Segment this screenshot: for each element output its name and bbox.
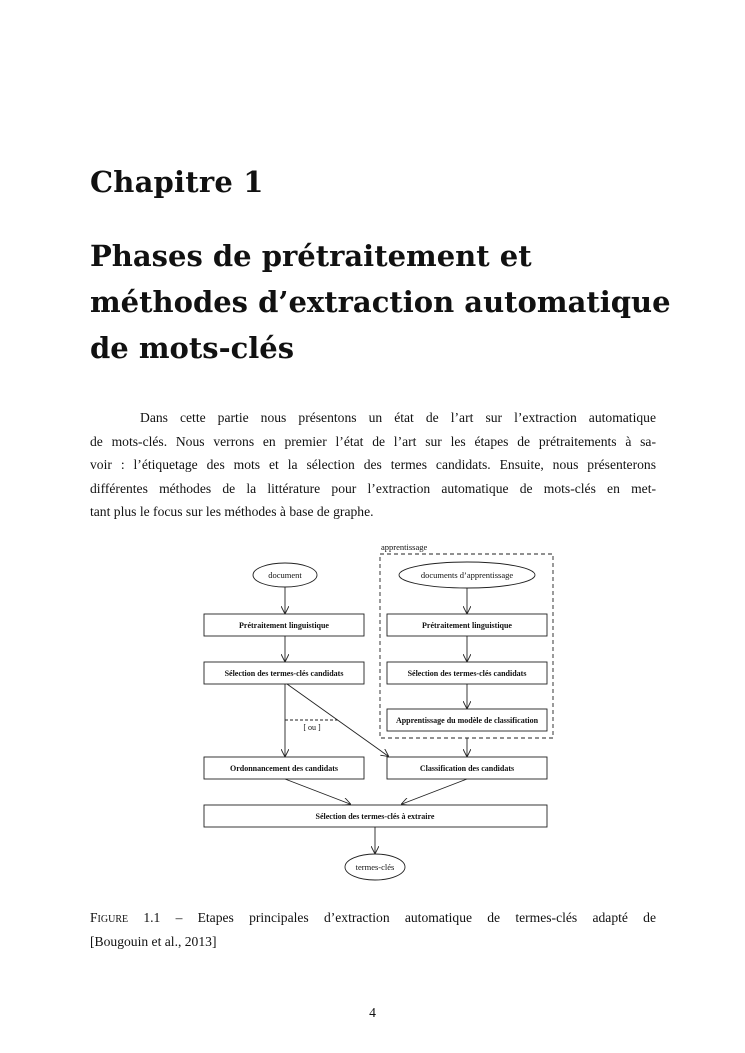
- arrow: [285, 779, 350, 804]
- pretraitement-right-label: Prétraitement linguistique: [422, 621, 512, 630]
- chapter-title-line: méthodes d’extraction automatique: [90, 285, 671, 319]
- chapter-label: Chapitre 1: [90, 165, 264, 199]
- figure-caption: [90, 906, 656, 953]
- caption-citation: [Bougouin et al., 2013]: [90, 933, 217, 949]
- intro-line: Dans cette partie nous présentons un état de l’art sur l’extraction automatique: [140, 410, 656, 425]
- chapter-title-line: Phases de prétraitement et: [90, 239, 532, 273]
- selection-left-label: Sélection des termes-clés candidats: [224, 669, 344, 678]
- document-label: document: [268, 570, 302, 580]
- group-label: apprentissage: [381, 542, 428, 552]
- ordonnancement-label: Ordonnancement des candidats: [229, 764, 339, 773]
- intro-line: tant plus le focus sur les méthodes à base de graphe.: [90, 504, 374, 520]
- apprentissage-modele-label: Apprentissage du modèle de classification: [395, 716, 539, 725]
- selection-extraire-label: Sélection des termes-clés à extraire: [315, 812, 435, 821]
- caption-line: [90, 906, 656, 930]
- arrow: [402, 779, 467, 804]
- classification-label: Classification des candidats: [419, 764, 515, 773]
- page-number: 4: [369, 1005, 376, 1020]
- pretraitement-left-label: Prétraitement linguistique: [239, 621, 329, 630]
- chapter-title-line: de mots-clés: [90, 331, 295, 365]
- documents-apprentissage-label: documents d’apprentissage: [420, 570, 514, 580]
- ou-label: [ ou ]: [303, 723, 321, 732]
- intro-line: voir : l’étiquetage des mots et la sélection des termes candidats. Ensuite, nous présenterons: [90, 457, 656, 473]
- intro-line: différentes méthodes de la littérature pour l’extraction automatique de mots-clés en met-: [90, 480, 656, 496]
- selection-right-label: Sélection des termes-clés candidats: [407, 669, 527, 678]
- intro-line: de mots-clés. Nous verrons en premier l’état de l’art sur les étapes de prétraitements à sa-: [90, 433, 656, 449]
- caption-text: – Etapes principales d’extraction automatique de termes-clés adapté de: [160, 910, 656, 925]
- caption-figure-label: Figure 1.1: [90, 910, 161, 925]
- termes-cles-label: termes-clés: [355, 862, 395, 872]
